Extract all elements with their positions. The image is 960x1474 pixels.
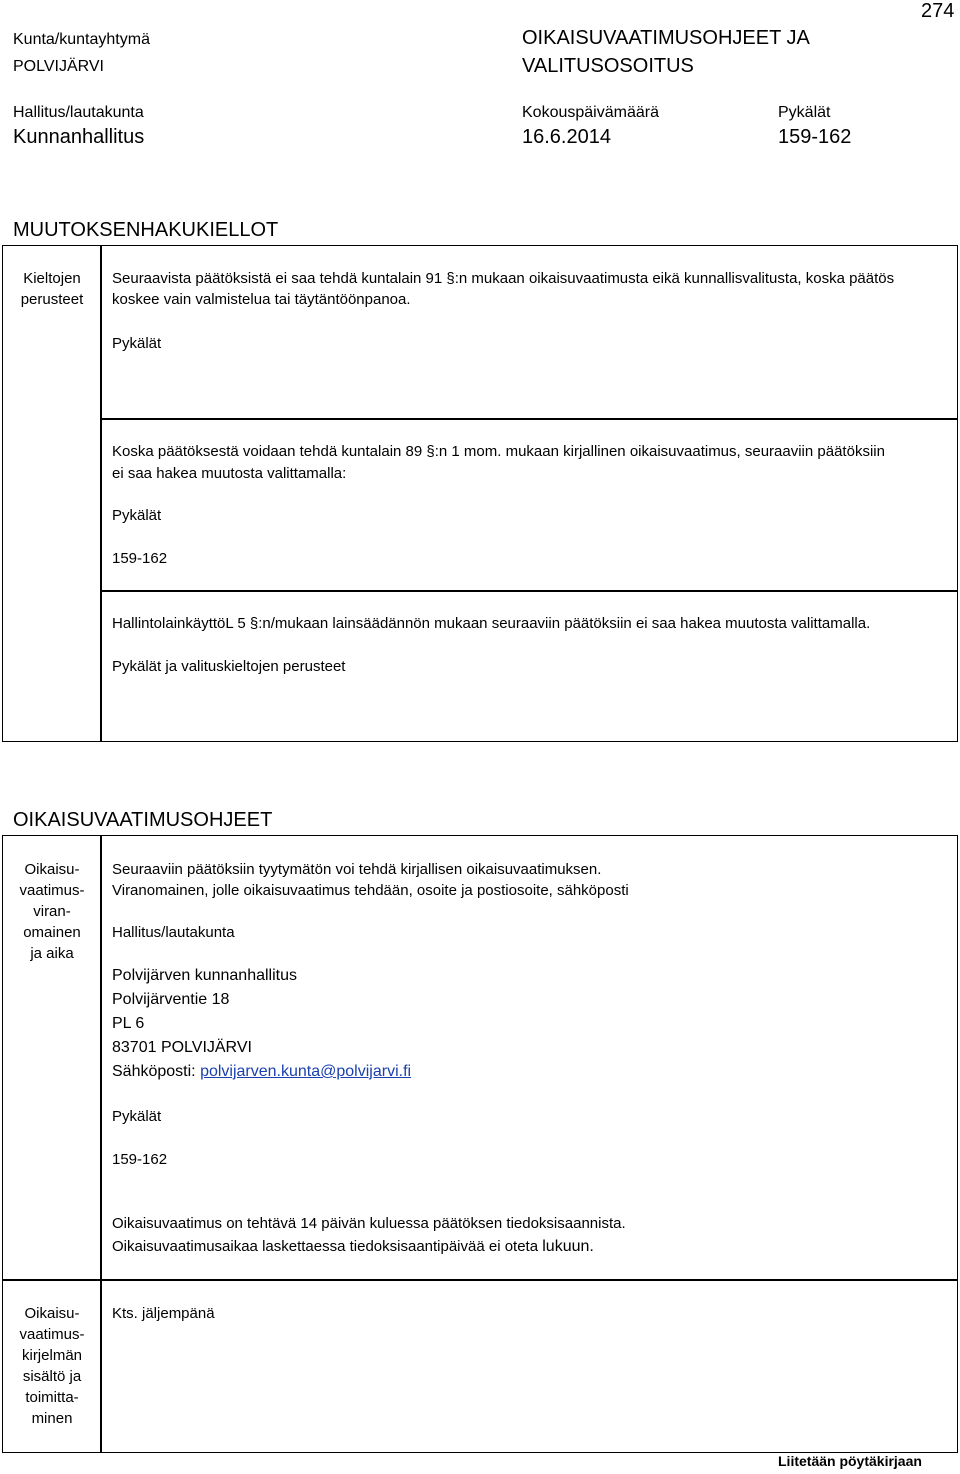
- date-label: Kokouspäivämäärä: [522, 104, 659, 121]
- ban-p1-sections: Pykälät: [112, 335, 162, 352]
- claim-email-line: [112, 1060, 411, 1084]
- claim-heading: OIKAISUVAATIMUSOHJEET: [13, 809, 273, 831]
- claim-line-2: Viranomainen, jolle oikaisuvaatimus tehdään, osoite ja postiosoite, sähköposti: [112, 882, 629, 899]
- content-left-line: toimitta-: [25, 1389, 79, 1406]
- claim-left-line: vaatimus-: [19, 882, 85, 899]
- claim-email-label: Sähköposti:: [112, 1063, 201, 1080]
- content-left-label: [2, 1303, 102, 1429]
- org-label: Kunta/kuntayhtymä: [13, 31, 150, 48]
- claim-time-line-2b: lukuun.: [542, 1238, 594, 1255]
- claim-address-1: Polvijärven kunnanhallitus: [112, 967, 297, 984]
- page-number: 274: [921, 0, 955, 22]
- org-value: POLVIJÄRVI: [13, 58, 104, 75]
- ban-p3-line1: HallintolainkäyttöL 5 §:n/mukaan lainsäädännön mukaan seuraaviin päätöksiin ei saa hakea muutosta valittamalla.: [112, 615, 871, 632]
- ban-p2-line1: Koska päätöksestä voidaan tehdä kuntalain 89 §:n 1 mom. mukaan kirjallinen oikaisuvaatimus, seuraaviin päätöksiin: [112, 443, 885, 460]
- doc-title-line2: VALITUSOSOITUS: [522, 55, 694, 77]
- ban-p1-line2: koskee vain valmistelua tai täytäntöönpanoa.: [112, 291, 411, 308]
- ban-left-cell: [2, 245, 102, 742]
- ban-p2-sections-value: 159-162: [112, 550, 168, 567]
- ban-p2-line2: ei saa hakea muutosta valittamalla:: [112, 465, 347, 482]
- claim-time-line-1: Oikaisuvaatimus on tehtävä 14 päivän kuluessa päätöksen tiedoksisaannista.: [112, 1215, 626, 1232]
- claim-address-4: 83701 POLVIJÄRVI: [112, 1039, 252, 1056]
- ban-p3-line2: Pykälät ja valituskieltojen perusteet: [112, 658, 346, 675]
- doc-title-line1: OIKAISUVAATIMUSOHJEET JA: [522, 27, 810, 49]
- claim-address-3: PL 6: [112, 1015, 145, 1032]
- content-left-line: minen: [31, 1410, 73, 1427]
- board-label: Hallitus/lautakunta: [13, 104, 144, 121]
- claim-left-label: [2, 859, 102, 964]
- sections-label: Pykälät: [778, 104, 831, 121]
- content-left-line: kirjelmän: [21, 1347, 82, 1364]
- claim-line-1: Seuraaviin päätöksiin tyytymätön voi tehdä kirjallisen oikaisuvaatimuksen.: [112, 861, 602, 878]
- footer-note: Liitetään pöytäkirjaan: [778, 1453, 922, 1469]
- claim-sections-value: 159-162: [112, 1151, 168, 1168]
- ban-p1-line1: Seuraavista päätöksistä ei saa tehdä kuntalain 91 §:n mukaan oikaisuvaatimusta eikä kunnallisvalitusta, koska päätös: [112, 270, 895, 287]
- claim-board-label: Hallitus/lautakunta: [112, 924, 235, 941]
- claim-address-2: Polvijärventie 18: [112, 991, 230, 1008]
- ban-left-label-1: Kieltojen: [23, 270, 81, 287]
- claim-left-line: ja aika: [30, 945, 74, 962]
- claim-left-line: viran-: [33, 903, 71, 920]
- sections-value: 159-162: [778, 126, 852, 148]
- claim-time-line-2a: Oikaisuvaatimusaikaa laskettaessa tiedoksisaantipäivää ei oteta: [112, 1238, 543, 1255]
- ban-heading: MUUTOKSENHAKUKIELLOT: [13, 219, 279, 241]
- content-left-line: vaatimus-: [19, 1326, 85, 1343]
- date-value: 16.6.2014: [522, 126, 611, 148]
- board-value: Kunnanhallitus: [13, 126, 145, 148]
- content-right-cell: [100, 1279, 958, 1453]
- content-left-line: sisältö ja: [22, 1368, 82, 1385]
- content-left-line: Oikaisu-: [24, 1305, 80, 1322]
- claim-left-line: omainen: [23, 924, 81, 941]
- claim-email-link[interactable]: polvijarven.kunta@polvijarvi.fi: [200, 1063, 412, 1080]
- claim-time-line-2: [112, 1236, 594, 1257]
- claim-sections-label: Pykälät: [112, 1108, 162, 1125]
- ban-p2-sections-label: Pykälät: [112, 507, 162, 524]
- content-text: Kts. jäljempänä: [112, 1305, 215, 1322]
- ban-left-label-2: perusteet: [20, 291, 84, 308]
- claim-left-line: Oikaisu-: [24, 861, 80, 878]
